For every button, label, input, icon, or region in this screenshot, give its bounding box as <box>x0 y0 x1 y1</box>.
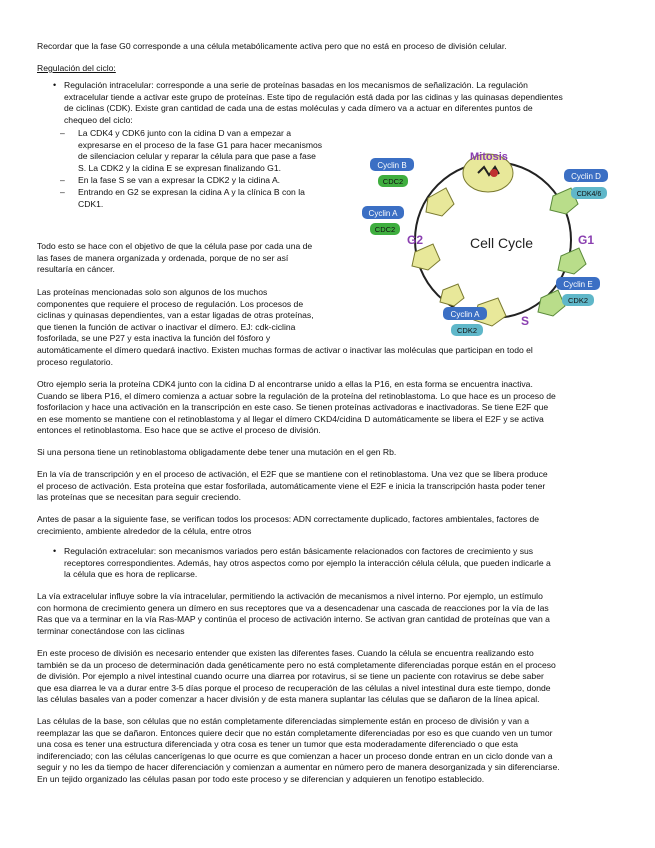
text-line: La CDK4 y CDK6 junto con la cidina D van a empezar a <box>78 128 292 138</box>
text-line: seguir y no les da tiempo de hacer diferenciación y comienzan a aumentar en número pero de manera desorganizada y sin diferenciarse. <box>37 762 560 773</box>
text-line: S. La CDK2 y la cidina E se expresan finalizando G1. <box>78 162 282 173</box>
sublist-item-g2 <box>78 187 354 210</box>
cdc2-text-left: CDC2 <box>374 225 396 234</box>
text-line: resultaría en cáncer. <box>37 264 115 275</box>
cell-cycle-title: Cell Cycle <box>470 235 534 251</box>
text-line: con hormona de crecimiento genera un dímero en sus receptores que va a desencadenar una cascada de reacciones por la vía de las <box>37 602 549 613</box>
text-line: Antes de pasar a la siguiente fase, se verifican todos los procesos: ADN correctamente duplicado, factores ambientales, factores de <box>37 514 540 524</box>
cell-s-right <box>538 290 565 316</box>
text-line: crecimiento, ambiente alrededor de la célula, entre otros <box>37 525 252 536</box>
cdk2-text-bottom: CDK2 <box>456 326 478 335</box>
g2-label: G2 <box>407 233 424 247</box>
text-line: fosforilacion y hace una activación en la transcripción en este caso. Se tienen proteínas activadoras e inactivadoras. Se tiene E2F que <box>37 402 549 413</box>
paragraph-division <box>37 648 620 706</box>
cell-s-left <box>440 284 464 306</box>
text-line: proceso regulatorio. <box>37 356 113 367</box>
text-line: fosforilada, se une P27 y esta inactiva la función del fósforo y <box>37 333 271 344</box>
cdc2-text-top: CDC2 <box>382 177 404 186</box>
text-line: Regulación intracelular: corresponde a una serie de proteínas basadas en los mecanismos de señalización. La regulación <box>64 80 528 90</box>
text-line: En un tejido organizado las células pasan por todo este proceso y se diferencian y adquieren un fenotipo establecido. <box>37 773 485 784</box>
text-line: de división. Por ejemplo a nivel intestinal cuando ocurre una diarrea por rotavirus, si se tiene un paciente con rotavirus se debe saber <box>37 671 544 682</box>
cyclin-a-bottom-text: Cyclin A <box>450 310 480 319</box>
cdk46-text: CDK4/6 <box>576 191 602 198</box>
text-line: En la vía de transcripción y en el proceso de activación, el E2F que se mantiene con el retinoblastoma. Una vez que se libera produce <box>37 469 548 479</box>
text-line: de silenciacion celular y reparar la célula para que pase a fase <box>78 151 316 162</box>
intro-paragraph: Recordar que la fase G0 corresponde a una célula metabólicamente activa pero que no está en proceso de división celular. <box>37 41 507 51</box>
cyclin-e-text: Cyclin E <box>563 280 593 289</box>
bullet-intracelular <box>64 80 620 126</box>
text-line: Las proteínas mencionadas solo son algunos de los muchos <box>37 287 268 297</box>
text-line: receptores correspondientes. Además, hay otros aspectos como por ejemplo la interacción célula célula, que pueden indicarle a <box>64 557 551 568</box>
text-line: Todo esto se hace con el objetivo de que la célula pase por cada una de <box>37 241 313 251</box>
text-line: extracelular tiende a activar este grupo de proteínas. Este tipo de regulación está dada por las cidinas y las quinasas dependientes <box>64 91 563 102</box>
cyclin-b-text: Cyclin B <box>377 161 407 170</box>
cell-cycle-diagram <box>358 140 620 350</box>
text-line: también se da un proceso de determinación dada genéticamente pero no está completamente diferenciadas porque están en el proceso <box>37 659 556 670</box>
paragraph-retinoblastoma: Si una persona tiene un retinoblastoma obligadamente debe tener una mutación en el gen Rb. <box>37 447 397 457</box>
text-line: las proteínas que se necesitan para seguir creciendo. <box>37 492 241 503</box>
paragraph-antes <box>37 514 620 537</box>
paragraph-celulas-base <box>37 716 620 786</box>
paragraph-proteinas <box>37 287 355 345</box>
mitosis-label: Mitosis <box>470 151 508 163</box>
text-line: terminar conectándose con las ciclinas <box>37 625 185 636</box>
text-line: Regulación extracelular: son mecanismos variados pero están básicamente relacionados con factores de crecimiento y sus <box>64 546 534 556</box>
dash-marker: – <box>60 175 65 185</box>
text-line: que esa diarrea le va a durar entre 3-5 días porque el proceso de recuperación de las células a nivel intestinal dura este tiempo, donde <box>37 682 551 693</box>
text-line: Cuando se libera P16, el dímero comienza a actuar sobre la regulación de la proteína del retinoblastoma. Lo que hace es un proceso de <box>37 390 556 401</box>
g1-label: G1 <box>578 233 595 247</box>
cdk2-text-right: CDK2 <box>567 296 589 305</box>
dash-marker: – <box>60 187 65 197</box>
text-line: CDK1. <box>78 198 104 209</box>
text-line: de ciclinas (CDK). Existe gran cantidad de cada una de estas moléculas y cada dímero va a actuar en diferentes puntos de <box>64 103 533 114</box>
bullet-marker: • <box>53 546 57 556</box>
sublist-item-fase-s <box>78 175 354 187</box>
text-line: componentes que requiere el proceso de regulación. Los procesos de <box>37 298 304 309</box>
text-line: una cosa es tener una estructura diferenciada y otra cosa es tener un tumor que esta moderadamente diferenciado o que esta <box>37 739 519 750</box>
paragraph-objetivo <box>37 241 355 276</box>
text-line: las células basales van a poder comenzar a hacer división y de esta manera suplantar las células que se dañaron de la línea apical. <box>37 694 540 705</box>
text-line: La vía extracelular influye sobre la vía intracelular, permitiendo la activación de mecanismos a nivel interno. Por ejemplo, un estímulo <box>37 591 543 601</box>
sublist-item-cdk46 <box>78 128 354 174</box>
text-line: En la fase S se van a expresar la CDK2 y la cidina A. <box>78 175 281 185</box>
text-line: Las células de la base, son células que no están completamente diferenciadas simplemente están en proceso de división y van a <box>37 716 530 726</box>
text-line: indiferenciado; con las células cancerígenas lo que ocurre es que comienzan a hacer un proceso donde entran en un ciclo donde van a <box>37 750 553 761</box>
text-line: Ras que va a terminar en la vía Ras-MAP y continúa el proceso de activación interno. Se activan gran cantidad de proteínas que van a <box>37 614 550 625</box>
text-line: chequeo del ciclo: <box>64 114 133 125</box>
text-line: el proceso de activación. Esta proteína que estar fosforilada, automáticamente viene el E2F e inicia la transcripción hasta poder tener <box>37 480 546 491</box>
text-line: expresarse en el proceso de la fase G1 para hacer mecanismos <box>78 139 323 150</box>
bullet-marker: • <box>53 80 57 90</box>
cell-g1-right <box>558 248 586 274</box>
s-label: S <box>521 314 530 328</box>
section-heading: Regulación del ciclo: <box>37 63 116 73</box>
paragraph-via-extracelular <box>37 591 620 637</box>
text-line: automáticamente el dímero quedará inactivo. Existen muchas formas de activar o inactivar las moléculas que participan en todo el <box>37 345 533 355</box>
cyclin-a-left-text: Cyclin A <box>368 209 398 218</box>
text-line: reemplazar las que se dañaron. Entonces quiere decir que no están completamente diferenciadas por eso es que cuando ven un tumor <box>37 727 553 738</box>
cyclin-d-text: Cyclin D <box>571 172 601 181</box>
text-line: ciclinas y quinasas dependientes, van a estar ligadas de otras proteínas, <box>37 310 314 321</box>
text-line: entonces el retinoblastoma. Eso hace que se active el proceso de división. <box>37 425 321 436</box>
text-line: Otro ejemplo seria la proteína CDK4 junto con la cidina D al encontrarse unido a ellas la P16, en esta forma se encuentra inactiva. <box>37 379 533 389</box>
bullet-extracelular <box>64 546 620 581</box>
text-line: En este proceso de división es necesario entender que existen las diferentes fases. Cuando la célula se encuentra realizando esto <box>37 648 534 658</box>
text-line: en ese momento se mantiene con el retinoblastoma y al llegar el dímero CKD4/cidina D automáticamente se libera el E2F y se activa <box>37 413 544 424</box>
dash-marker: – <box>60 128 65 138</box>
paragraph-via <box>37 469 620 504</box>
text-line: Entrando en G2 se expresan la cidina A y la clínica B con la <box>78 187 305 197</box>
text-line: las fases de manera organizada y ordenada, porque de no ser así <box>37 252 289 263</box>
text-line: la célula que es hora de replicarse. <box>64 569 198 580</box>
text-line: que tienen la función de activar o inactivar el dímero. EJ: cdk-ciclina <box>37 321 296 332</box>
paragraph-cdk4 <box>37 379 620 437</box>
